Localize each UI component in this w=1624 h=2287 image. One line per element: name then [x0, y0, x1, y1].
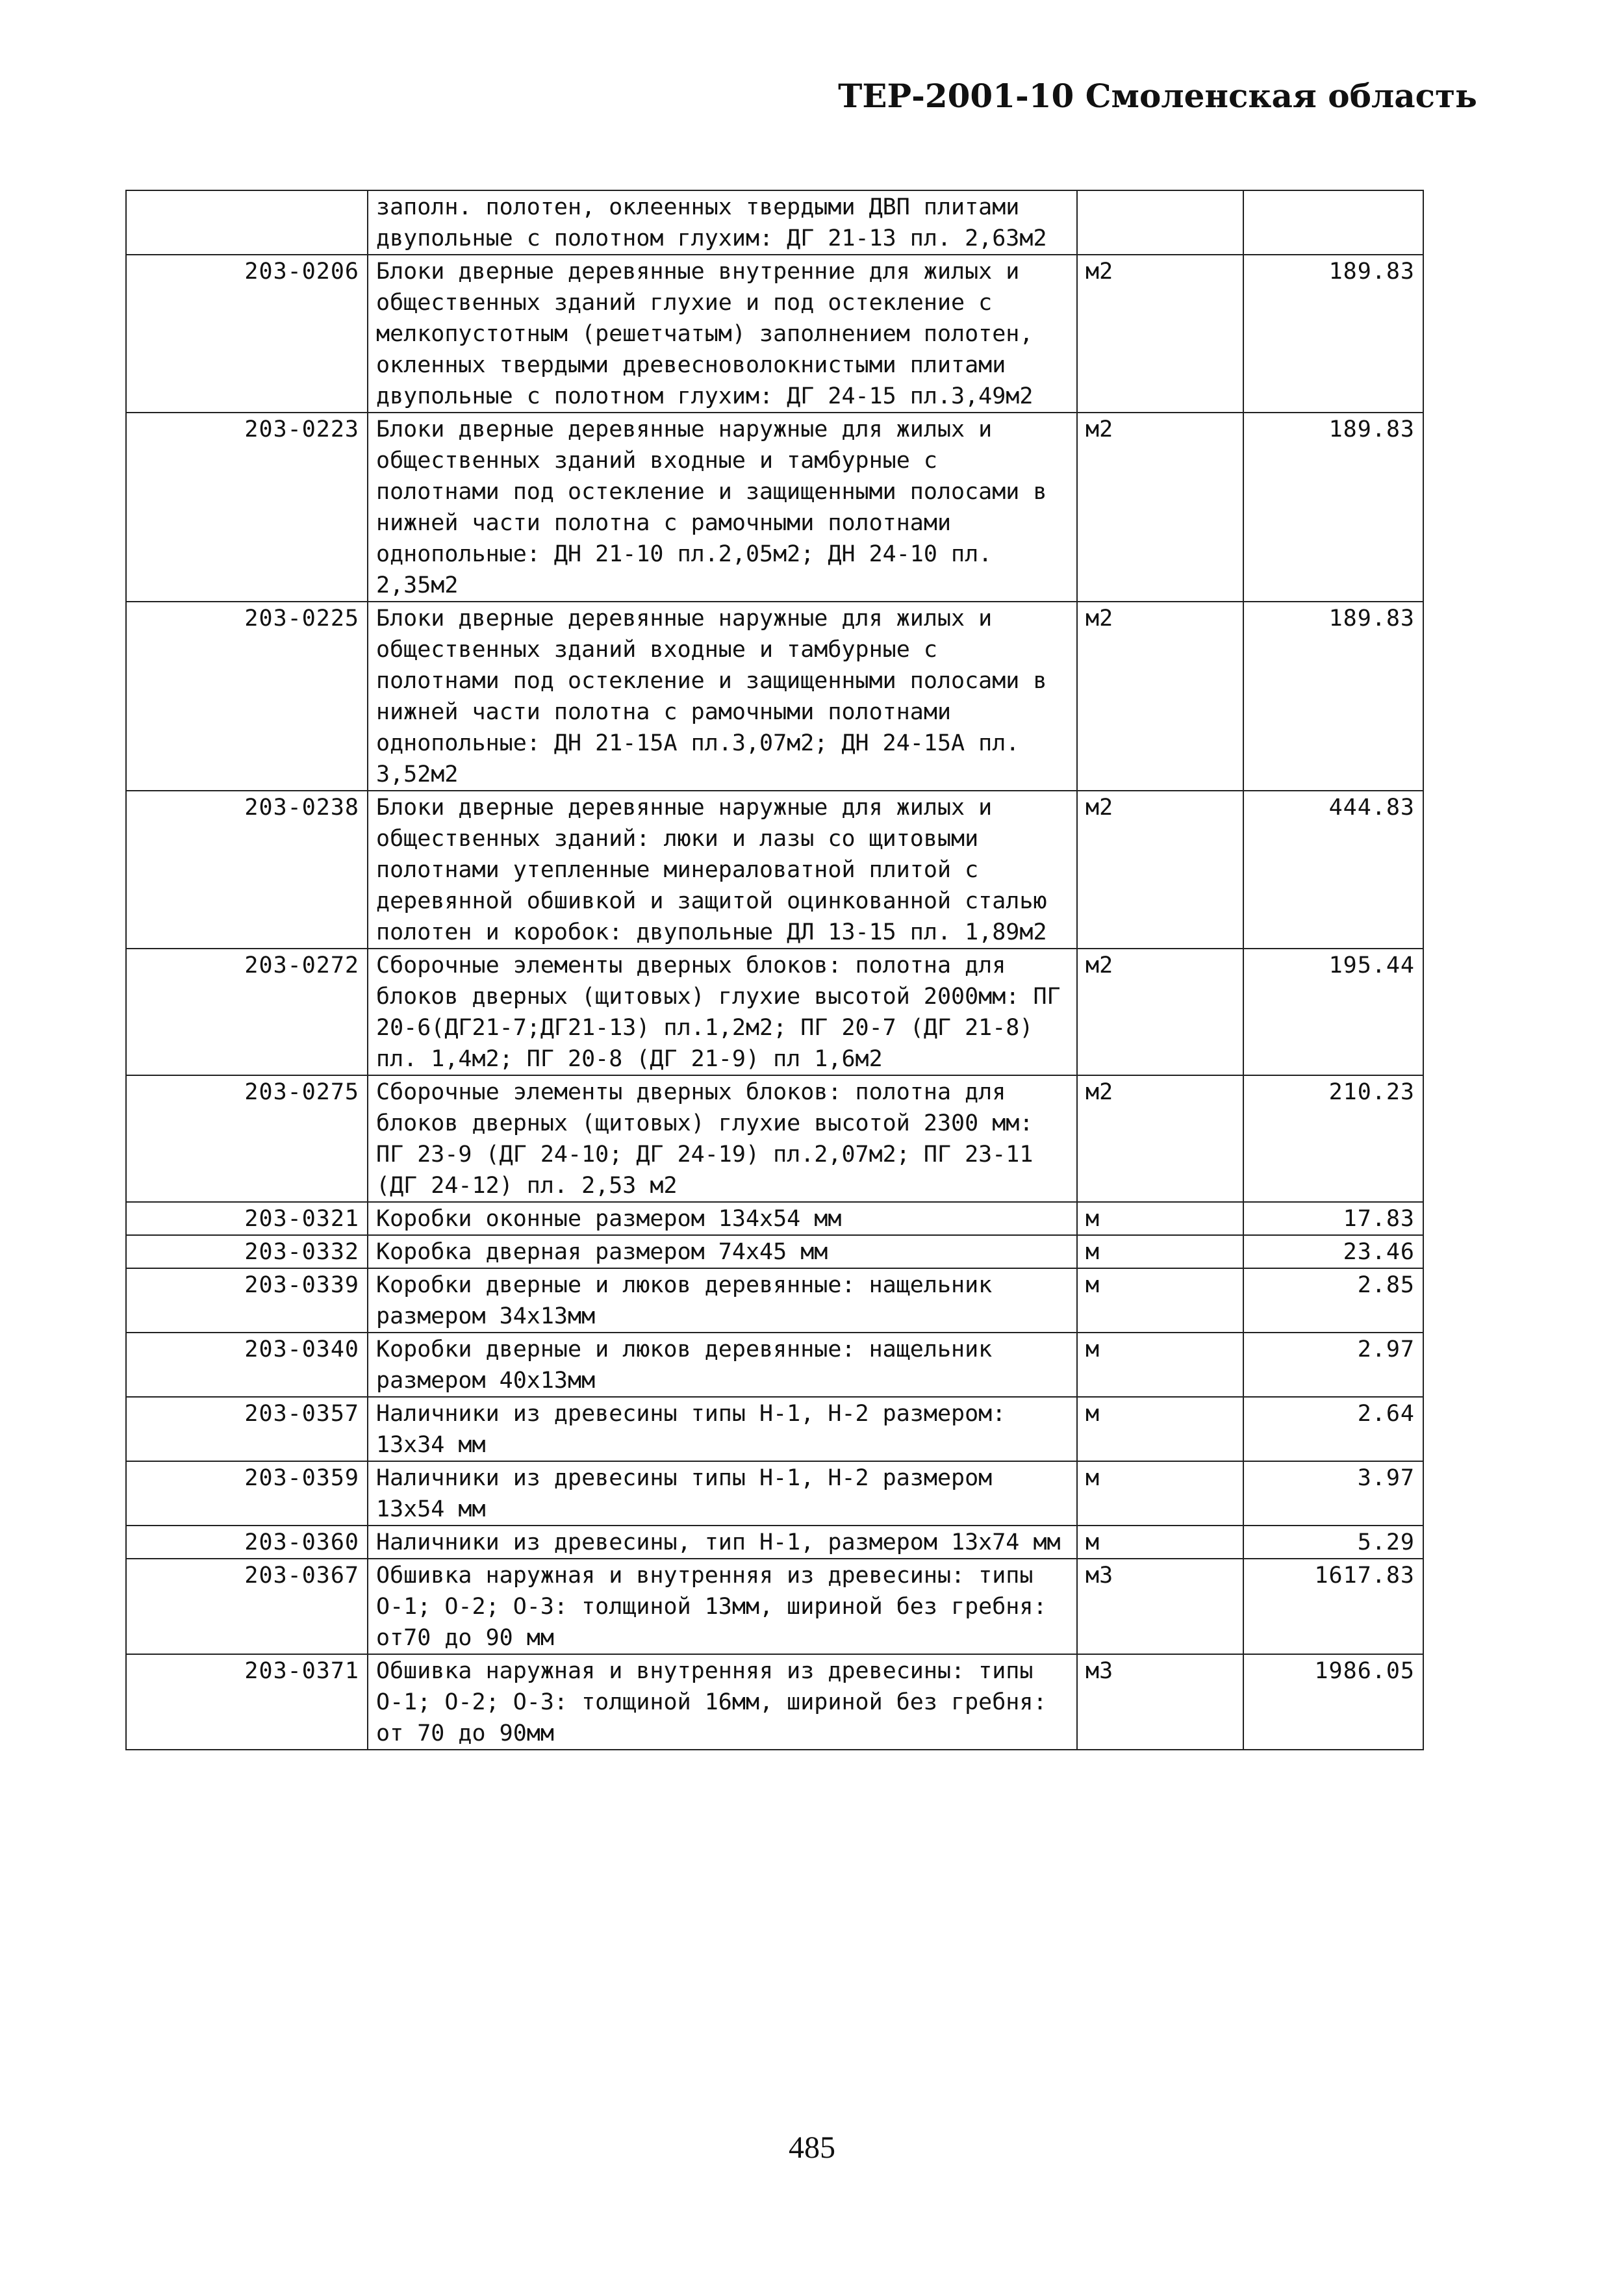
row-description: Блоки дверные деревянные наружные для жилых и общественных зданий входные и тамбурные с полотнами под остекление и защищенными полосами в нижней части полотна с рамочными полотнами однопольные: ДН 21-15А пл.3,07м2; ДН 24-15А пл. 3,52м2	[368, 602, 1077, 791]
row-description: Обшивка наружная и внутренняя из древесины: типы О-1; О-2; О-3: толщиной 13мм, шириной без гребня: от70 до 90 мм	[368, 1559, 1077, 1654]
row-description: Блоки дверные деревянные внутренние для жилых и общественных зданий глухие и под остекление с мелкопустотным (решетчатым) заполнением полотен, окленных твердыми древесноволокнистыми плитами двупольные с полотном глухим: ДГ 24-15 пл.3,49м2	[368, 255, 1077, 413]
row-code	[126, 190, 368, 255]
row-code: 203-0272	[126, 949, 368, 1075]
row-code: 203-0238	[126, 791, 368, 949]
table-row	[126, 1333, 1423, 1397]
row-price: 189.83	[1243, 413, 1423, 602]
row-description: Наличники из древесины типы Н-1, Н-2 размером 13х54 мм	[368, 1461, 1077, 1526]
row-description: Коробки дверные и люков деревянные: нащельник размером 34х13мм	[368, 1268, 1077, 1333]
row-code: 203-0357	[126, 1397, 368, 1461]
row-description: Наличники из древесины типы Н-1, Н-2 размером: 13х34 мм	[368, 1397, 1077, 1461]
row-unit: м	[1077, 1526, 1243, 1559]
table-row	[126, 602, 1423, 791]
price-table	[125, 190, 1424, 1750]
row-code: 203-0359	[126, 1461, 368, 1526]
row-description: Коробка дверная размером 74х45 мм	[368, 1235, 1077, 1268]
table-row	[126, 1235, 1423, 1268]
table-row	[126, 1268, 1423, 1333]
row-code: 203-0206	[126, 255, 368, 413]
row-price: 189.83	[1243, 602, 1423, 791]
row-unit: м2	[1077, 791, 1243, 949]
table-row	[126, 1654, 1423, 1750]
row-code: 203-0360	[126, 1526, 368, 1559]
row-unit: м3	[1077, 1559, 1243, 1654]
table-row	[126, 1075, 1423, 1202]
row-description: Коробки дверные и люков деревянные: нащельник размером 40х13мм	[368, 1333, 1077, 1397]
row-price: 1986.05	[1243, 1654, 1423, 1750]
row-description: Наличники из древесины, тип Н-1, размером 13х74 мм	[368, 1526, 1077, 1559]
row-unit: м	[1077, 1235, 1243, 1268]
table-row	[126, 1526, 1423, 1559]
page-header-title: ТЕР-2001-10 Смоленская область	[838, 77, 1477, 115]
row-code: 203-0275	[126, 1075, 368, 1202]
row-price: 210.23	[1243, 1075, 1423, 1202]
table-row	[126, 190, 1423, 255]
table-row	[126, 1397, 1423, 1461]
row-price: 23.46	[1243, 1235, 1423, 1268]
row-description: Сборочные элементы дверных блоков: полотна для блоков дверных (щитовых) глухие высотой 2300 мм: ПГ 23-9 (ДГ 24-10; ДГ 24-19) пл.2,07м2; ПГ 23-11 (ДГ 24-12) пл. 2,53 м2	[368, 1075, 1077, 1202]
row-unit: м2	[1077, 255, 1243, 413]
row-unit: м	[1077, 1397, 1243, 1461]
row-price: 2.97	[1243, 1333, 1423, 1397]
table-row	[126, 949, 1423, 1075]
row-unit: м3	[1077, 1654, 1243, 1750]
row-price	[1243, 190, 1423, 255]
row-price: 1617.83	[1243, 1559, 1423, 1654]
row-price: 5.29	[1243, 1526, 1423, 1559]
row-code: 203-0225	[126, 602, 368, 791]
row-price: 444.83	[1243, 791, 1423, 949]
row-description: Обшивка наружная и внутренняя из древесины: типы О-1; О-2; О-3: толщиной 16мм, шириной без гребня: от 70 до 90мм	[368, 1654, 1077, 1750]
table-row	[126, 1461, 1423, 1526]
row-price: 2.64	[1243, 1397, 1423, 1461]
row-unit: м	[1077, 1461, 1243, 1526]
row-description: Блоки дверные деревянные наружные для жилых и общественных зданий: люки и лазы со щитовыми полотнами утепленные минераловатной плитой с деревянной обшивкой и защитой оцинкованной сталью полотен и коробок: двупольные ДЛ 13-15 пл. 1,89м2	[368, 791, 1077, 949]
row-price: 3.97	[1243, 1461, 1423, 1526]
row-code: 203-0339	[126, 1268, 368, 1333]
row-unit: м	[1077, 1333, 1243, 1397]
table-row	[126, 255, 1423, 413]
row-price: 189.83	[1243, 255, 1423, 413]
row-price: 195.44	[1243, 949, 1423, 1075]
row-description: Коробки оконные размером 134х54 мм	[368, 1202, 1077, 1235]
row-price: 2.85	[1243, 1268, 1423, 1333]
table-row	[126, 1202, 1423, 1235]
row-unit: м2	[1077, 949, 1243, 1075]
row-code: 203-0223	[126, 413, 368, 602]
page-number: 485	[789, 2130, 835, 2165]
row-description: Сборочные элементы дверных блоков: полотна для блоков дверных (щитовых) глухие высотой 2000мм: ПГ 20-6(ДГ21-7;ДГ21-13) пл.1,2м2; ПГ 20-7 (ДГ 21-8) пл. 1,4м2; ПГ 20-8 (ДГ 21-9) пл 1,6м2	[368, 949, 1077, 1075]
table-row	[126, 791, 1423, 949]
row-unit: м2	[1077, 413, 1243, 602]
row-code: 203-0332	[126, 1235, 368, 1268]
row-description: Блоки дверные деревянные наружные для жилых и общественных зданий входные и тамбурные с полотнами под остекление и защищенными полосами в нижней части полотна с рамочными полотнами однопольные: ДН 21-10 пл.2,05м2; ДН 24-10 пл. 2,35м2	[368, 413, 1077, 602]
table-row	[126, 413, 1423, 602]
row-code: 203-0340	[126, 1333, 368, 1397]
row-unit: м2	[1077, 1075, 1243, 1202]
row-unit	[1077, 190, 1243, 255]
row-unit: м	[1077, 1268, 1243, 1333]
row-description: заполн. полотен, оклеенных твердыми ДВП плитами двупольные с полотном глухим: ДГ 21-13 пл. 2,63м2	[368, 190, 1077, 255]
table-row	[126, 1559, 1423, 1654]
row-price: 17.83	[1243, 1202, 1423, 1235]
row-unit: м	[1077, 1202, 1243, 1235]
row-code: 203-0371	[126, 1654, 368, 1750]
row-code: 203-0367	[126, 1559, 368, 1654]
row-code: 203-0321	[126, 1202, 368, 1235]
row-unit: м2	[1077, 602, 1243, 791]
